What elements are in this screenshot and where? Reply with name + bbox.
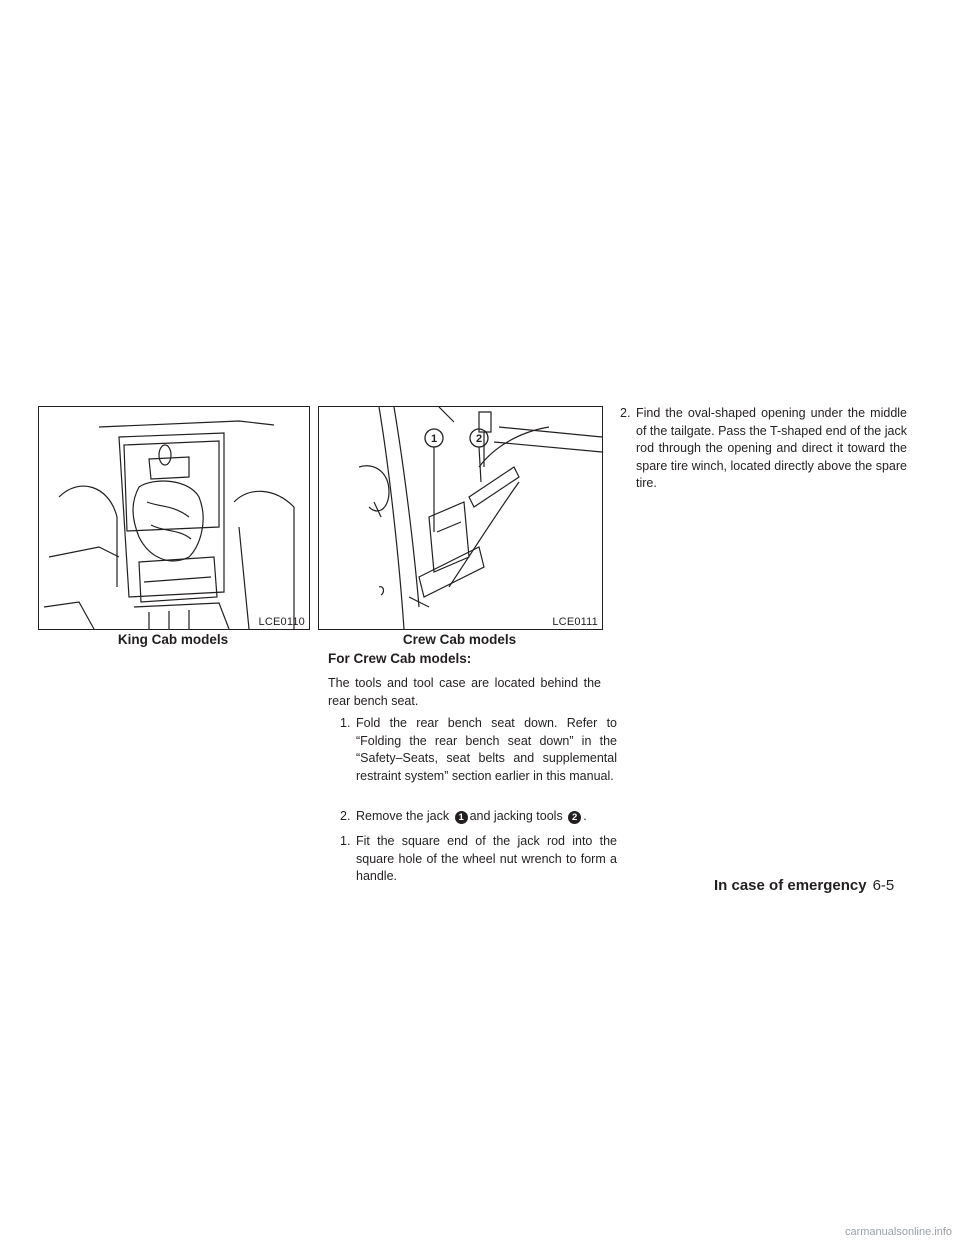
callout-2-marker: 2 [568, 811, 581, 824]
figure-caption: Crew Cab models [402, 632, 517, 647]
callout-2: 2 [475, 433, 483, 445]
step-text: Find the oval-shaped opening under the middle of the tailgate. Pass the T-shaped end of the jack rod through the opening and direct it toward the spare tire winch, located directly above the spare tire. [636, 406, 907, 490]
footer-section-title: In case of emergency [714, 877, 867, 894]
callout-1: 1 [430, 433, 438, 445]
figure-code: LCE0110 [258, 616, 305, 628]
king-cab-illustration [39, 407, 309, 629]
step-text: . [583, 809, 587, 823]
step-text: Fold the rear bench seat down. Refer to “Folding the rear bench seat down” in the “Safety–Seats, seat belts and supplemental restraint system” section earlier in this manual. [356, 716, 617, 783]
list-item [340, 833, 617, 886]
list-item [340, 715, 617, 785]
figure-code: LCE0111 [552, 616, 598, 628]
list-item [620, 405, 907, 493]
page-number: 6-5 [872, 877, 895, 894]
crew-cab-figure [318, 406, 603, 630]
step-number: 1. [340, 716, 351, 730]
crew-cab-illustration [319, 407, 602, 629]
watermark: carmanualsonline.info [844, 1226, 952, 1238]
page-footer [714, 877, 894, 894]
list-item [340, 808, 617, 826]
step-text: Remove the jack [356, 809, 450, 823]
intro-paragraph: The tools and tool case are located behind the rear bench seat. [328, 676, 601, 708]
step-number: 2. [620, 406, 631, 420]
step-number: 2. [340, 809, 351, 823]
figure-caption: King Cab models [117, 632, 229, 647]
callout-1-marker: 1 [455, 811, 468, 824]
section-heading: For Crew Cab models: [328, 651, 472, 666]
step-text: and jacking tools [469, 809, 563, 823]
step-number: 1. [340, 834, 351, 848]
king-cab-figure [38, 406, 310, 630]
step-text: Fit the square end of the jack rod into the square hole of the wheel nut wrench to form a handle. [356, 834, 617, 883]
